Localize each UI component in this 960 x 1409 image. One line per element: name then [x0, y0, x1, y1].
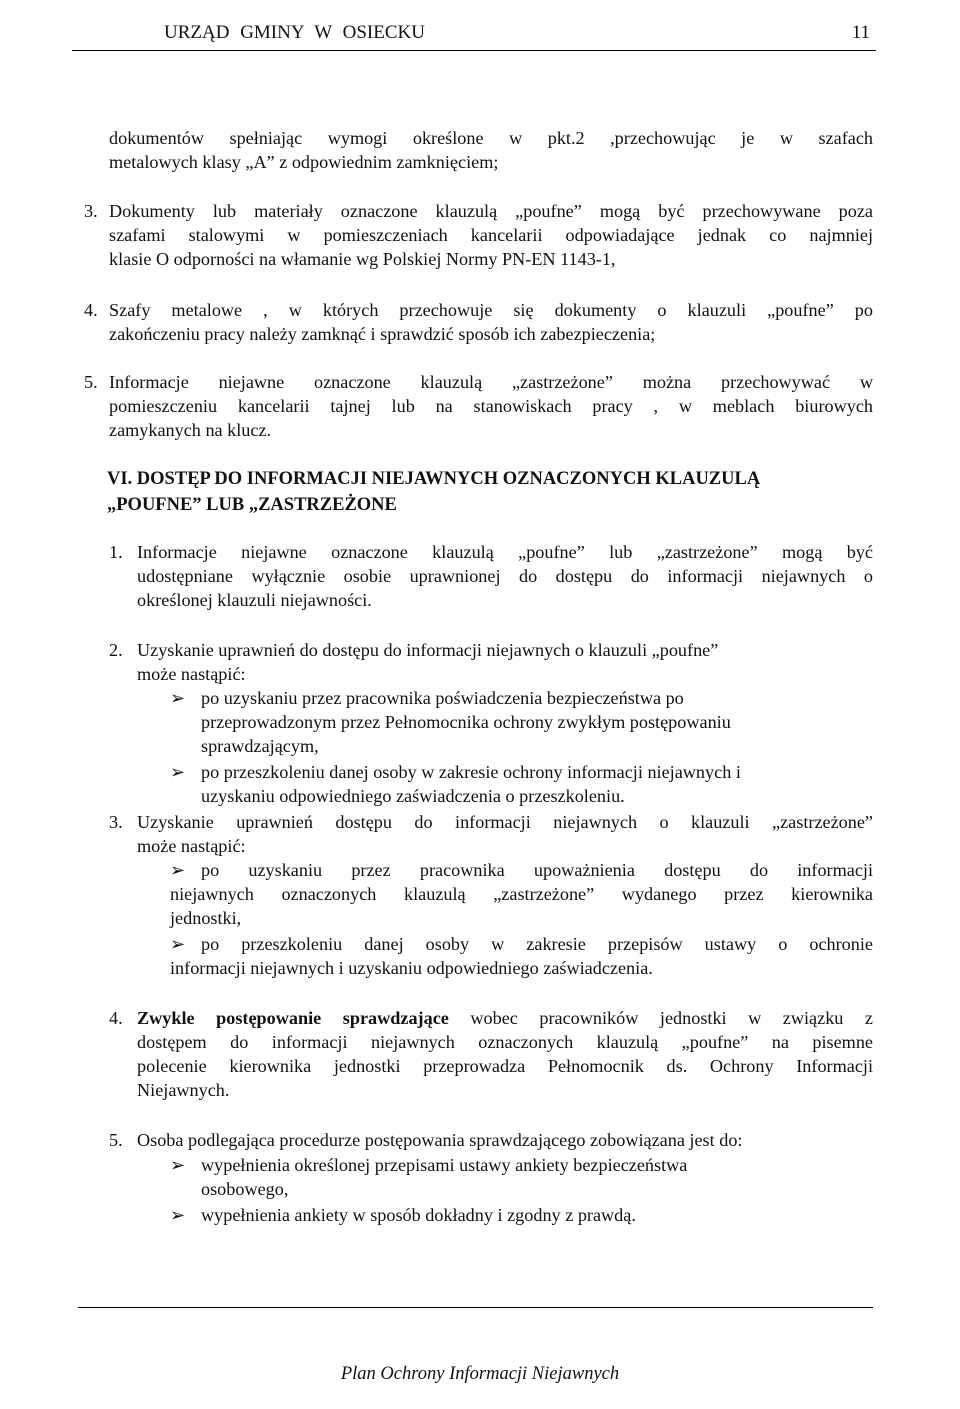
text-line: Osoba podlegająca procedurze postępowania sprawdzającego zobowiązana jest do: [137, 1130, 743, 1150]
list-number: 5. [109, 1130, 123, 1150]
arrow-bullet-icon: ➢ [170, 934, 186, 954]
text-line: dokumentów spełniając wymogi określone w pkt.2 ,przechowując je w szafach [109, 128, 873, 148]
arrow-bullet-icon: ➢ [170, 1205, 186, 1225]
section-item-1 [137, 540, 873, 612]
section-item-2 [137, 638, 873, 686]
section-heading [107, 466, 760, 518]
text-line: zakończeniu pracy należy zamknąć i sprawdzić sposób ich zabezpieczenia; [109, 324, 656, 344]
text-line: po uzyskaniu przez pracownika upoważnienia dostępu do informacji [201, 860, 873, 880]
section-item-3 [137, 810, 873, 858]
list-item-5 [109, 370, 873, 442]
page-number: 11 [851, 22, 870, 43]
text-line: informacji niejawnych i uzyskaniu odpowiedniego zaświadczenia. [170, 958, 653, 978]
text-line: zamykanych na klucz. [109, 420, 272, 440]
text-line: może nastąpić: [137, 664, 246, 684]
text-line [137, 1006, 873, 1030]
bold-text: Zwykle postępowanie sprawdzające [137, 1008, 449, 1028]
text-line: Dokumenty lub materiały oznaczone klauzulą „poufne” mogą być przechowywane poza [109, 201, 873, 221]
text-line: klasie O odporności na włamanie wg Polskiej Normy PN-EN 1143-1, [109, 249, 616, 269]
text-line: szafami stalowymi w pomieszczeniach kancelarii odpowiadające jednak co najmniej [109, 225, 873, 245]
footer-divider [78, 1307, 873, 1308]
text-line: osobowego, [201, 1179, 289, 1199]
text-line: po przeszkoleniu danej osoby w zakresie ochrony informacji niejawnych i [201, 762, 741, 782]
list-number: 4. [84, 300, 98, 320]
list-number: 3. [84, 201, 98, 221]
text-line: wypełnienia ankiety w sposób dokładny i zgodny z prawdą. [201, 1205, 636, 1225]
arrow-bullet-icon: ➢ [170, 688, 186, 708]
section-item-4 [137, 1006, 873, 1102]
text-line: uzyskaniu odpowiedniego zaświadczenia o przeszkoleniu. [201, 786, 625, 806]
text-line: udostępniane wyłącznie osobie uprawnionej do dostępu do informacji niejawnych o [137, 566, 873, 586]
list-item-4 [109, 298, 873, 346]
text-run: wobec pracowników jednostki w związku z [448, 1008, 873, 1028]
list-item-3 [109, 199, 873, 271]
text-line: Szafy metalowe , w których przechowuje się dokumenty o klauzuli „poufne” po [109, 300, 873, 320]
text-line: Niejawnych. [137, 1080, 230, 1100]
intro-paragraph [109, 126, 873, 174]
text-line: Uzyskanie uprawnień dostępu do informacji niejawnych o klauzuli „zastrzeżone” [137, 812, 873, 832]
text-line: Informacje niejawne oznaczone klauzulą „zastrzeżone” można przechowywać w [109, 372, 873, 392]
text-line: po uzyskaniu przez pracownika poświadczenia bezpieczeństwa po [201, 688, 684, 708]
text-line: może nastąpić: [137, 836, 246, 856]
text-line: polecenie kierownika jednostki przeprowadza Pełnomocnik ds. Ochrony Informacji [137, 1056, 873, 1076]
list-number: 4. [109, 1008, 123, 1028]
section-heading-line: VI. DOSTĘP DO INFORMACJI NIEJAWNYCH OZNACZONYCH KLAUZULĄ [107, 469, 761, 489]
text-line: po przeszkoleniu danej osoby w zakresie przepisów ustawy o ochronie [201, 934, 873, 954]
bullet-item [201, 760, 873, 808]
bullet-item [137, 858, 873, 930]
text-line: wypełnienia określonej przepisami ustawy ankiety bezpieczeństwa [201, 1155, 688, 1175]
text-line: metalowych klasy „A” z odpowiednim zamknięciem; [109, 152, 499, 172]
text-line: Uzyskanie uprawnień do dostępu do informacji niejawnych o klauzuli „poufne” [137, 640, 719, 660]
bullet-item [137, 932, 873, 980]
list-number: 2. [109, 640, 123, 660]
page-header [72, 18, 876, 51]
text-line: sprawdzającym, [201, 736, 319, 756]
bullet-item [201, 1153, 873, 1201]
text-line: określonej klauzuli niejawności. [137, 590, 372, 610]
arrow-bullet-icon: ➢ [170, 1155, 186, 1175]
arrow-bullet-icon: ➢ [170, 762, 186, 782]
section-heading-line: „POUFNE” LUB „ZASTRZEŻONE [107, 495, 397, 515]
list-number: 5. [84, 372, 98, 392]
text-line: dostępem do informacji niejawnych oznaczonych klauzulą „poufne” na pisemne [137, 1032, 873, 1052]
header-title: URZĄD GMINY W OSIECKU [164, 22, 425, 43]
list-number: 3. [109, 812, 123, 832]
text-line: przeprowadzonym przez Pełnomocnika ochrony zwykłym postępowaniu [201, 712, 731, 732]
text-line: Informacje niejawne oznaczone klauzulą „poufne” lub „zastrzeżone” mogą być [137, 542, 873, 562]
text-line: jednostki, [170, 908, 242, 928]
text-line: niejawnych oznaczonych klauzulą „zastrzeżone” wydanego przez kierownika [170, 884, 873, 904]
section-item-5 [137, 1128, 873, 1152]
footer-text: Plan Ochrony Informacji Niejawnych [340, 1364, 620, 1384]
bullet-item [201, 686, 873, 758]
list-number: 1. [109, 542, 123, 562]
text-line: pomieszczeniu kancelarii tajnej lub na stanowiskach pracy , w meblach biurowych [109, 396, 873, 416]
bullet-item [201, 1203, 873, 1227]
arrow-bullet-icon: ➢ [170, 860, 186, 880]
